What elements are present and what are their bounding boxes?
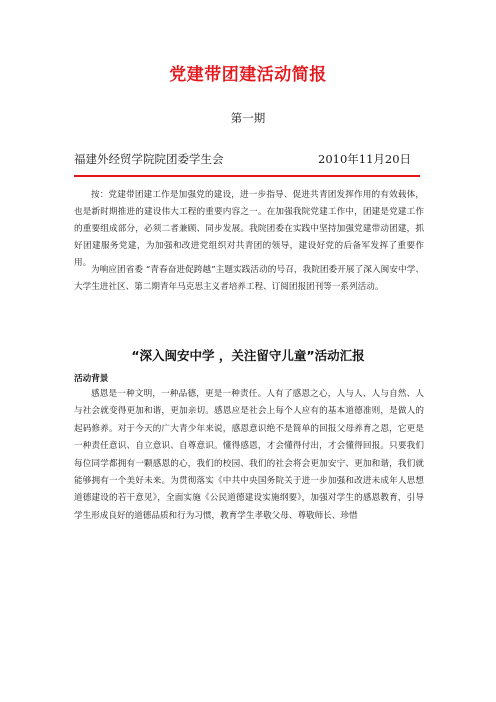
publication-date: 2010年11月20日 <box>318 152 412 166</box>
newsletter-title: 党建带团建活动简报 <box>169 65 327 85</box>
section-label-background: 活动背景 <box>74 374 109 384</box>
intro-paragraph-2: 为响应团省委 “青春奋进促跨越”主题实践活动的号召，我院团委开展了深入闽安中学、大学生进社区、第二期青年马克思主义者培养工程、订阅团报团刊等一系列活动。 <box>74 265 424 292</box>
intro-paragraph-1: 按：党建带团建工作是加强党的建设，进一步指导、促进共青团发挥作用的有效载体，也是新时期推进的建设伟大工程的重要内容之一。在加强我院党建工作中，团建是党建工作的重要组成部分，必须二者兼顾、同步发展。我院团委在实践中坚持加强党建带动团建，抓好团建服务党建，为加强和改进党组织对共青团的领导，建设好党的后备军发挥了重要作用。 <box>74 190 424 268</box>
article-paragraph: 感恩是一种文明，一种品德，更是一种责任。人有了感恩之心，人与人、人与自然、人与社会就变得更加和谐，更加亲切。感恩应是社会上每个人应有的基本道德准则，是做人的起码修养。对于今天的广大青少年来说，感恩意识绝不是简单的回报父母养育之恩，它更是一种责任意识、自立意识、自尊意识。懂得感恩，才会懂得付出，才会懂得回报。只要我们每位同学都拥有一颗感恩的心，我们的校园、我们的社会将会更加安宁、更加和谐，我们就能够拥有一个美好未来。为贯彻落实《中共中央国务院关于进一步加强和改进未成年人思想道德建设的若干意见》，全面实施《公民道德建设实施纲要》，加强对学生的感恩教育，引导学生形成良好的道德品质和行为习惯，教育学生孝敬父母、尊敬师长、珍惜 <box>74 389 424 521</box>
header-divider <box>74 175 420 177</box>
organization-name: 福建外经贸学院院团委学生会 <box>74 152 224 166</box>
article-title: “深入闽安中学 ，关注留守儿童”活动汇报 <box>131 348 365 363</box>
issue-number: 第一期 <box>230 111 266 125</box>
